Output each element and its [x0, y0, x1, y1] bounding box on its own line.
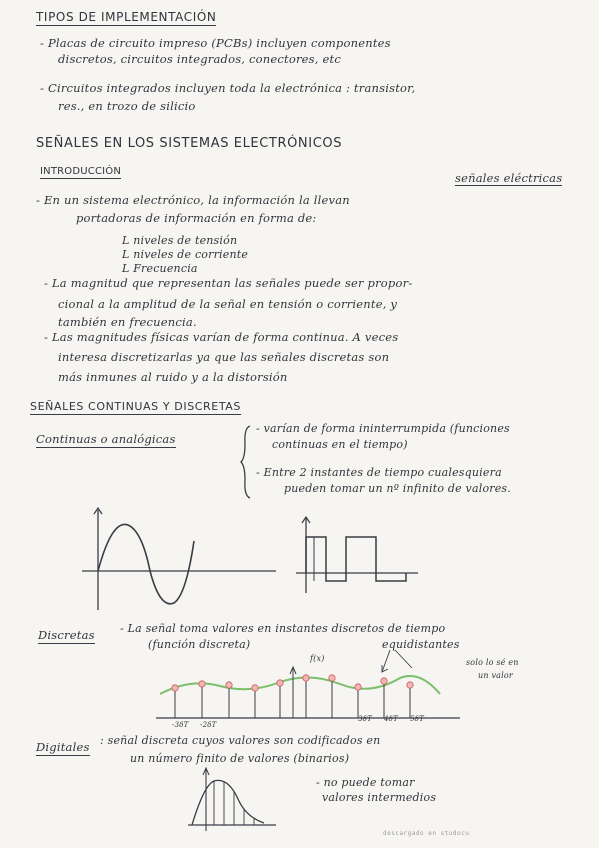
sample-dot: [199, 681, 205, 687]
bullet-magnitud-line3: también en frecuencia.: [58, 315, 197, 329]
side-note-line2: un valor: [478, 671, 513, 680]
continuas-desc2-line2: pueden tomar un nº infinito de valores.: [284, 482, 511, 495]
discretas-desc-line1: - La señal toma valores en instantes discretos de tiempo: [120, 622, 446, 635]
digitales-desc-line2: un número finito de valores (binarios): [130, 752, 350, 765]
axis-label-3: 3δT: [358, 715, 372, 723]
axis-label-m3: -3δT: [172, 721, 189, 729]
label-fx: f(x): [310, 654, 325, 663]
continuas-desc2-line1: - Entre 2 instantes de tiempo cualesquiera: [256, 466, 502, 479]
analog-signal-sketch: [80, 505, 280, 615]
bullet-pcb-line2: discretos, circuitos integrados, conectores, etc: [58, 52, 341, 66]
list-frecuencia: L Frecuencia: [122, 262, 198, 275]
sample-dot: [226, 682, 232, 688]
side-note-line1: solo lo sé en: [466, 658, 519, 667]
sample-dot: [277, 680, 283, 686]
axis-label-5: 5δT: [410, 715, 424, 723]
sample-dot: [381, 678, 387, 684]
sample-dot: [407, 682, 413, 688]
sample-dot: [329, 675, 335, 681]
section-title-continuas-discretas: SEÑALES CONTINUAS Y DISCRETAS: [30, 400, 242, 413]
axis-label-m2: -2δT: [200, 721, 217, 729]
label-equidistantes: equidistantes: [382, 638, 460, 651]
watermark: descargado en studocu: [383, 830, 470, 837]
bullet-ic-line1: - Circuitos integrados incluyen toda la electrónica : transistor,: [40, 81, 416, 95]
square-signal-sketch: [290, 515, 420, 595]
bullet-info-senales-electricas: señales eléctricas: [455, 171, 563, 185]
digitales-note-line2: valores intermedios: [322, 791, 437, 804]
bullet-magnitud-line2: cional a la amplitud de la señal en tensión o corriente, y: [58, 297, 398, 311]
label-digitales: Digitales: [36, 740, 90, 754]
axis-label-4: 4δT: [384, 715, 398, 723]
subtitle-introduccion: INTRODUCCIÓN: [40, 166, 122, 177]
digital-signal-sketch: [180, 765, 280, 835]
bullet-ic-line2: res., en trozo de silicio: [58, 99, 196, 113]
section-title-implementacion: TIPOS DE IMPLEMENTACIÓN: [36, 10, 217, 24]
sample-dot: [355, 684, 361, 690]
digitales-note-line1: - no puede tomar: [316, 776, 415, 789]
bullet-fisicas-line2: interesa discretizarlas ya que las señales discretas son: [58, 350, 390, 364]
discretas-desc-line2: (función discreta): [148, 638, 251, 651]
continuas-desc1-line1: - varían de forma ininterrumpida (funciones: [256, 422, 510, 435]
bullet-pcb-line1: - Placas de circuito impreso (PCBs) incluyen componentes: [40, 36, 391, 50]
brace: [240, 424, 254, 500]
list-corriente: L niveles de corriente: [122, 248, 249, 261]
label-continuas: Continuas o analógicas: [36, 432, 176, 446]
bullet-info-line1a: - En un sistema electrónico, la información la llevan: [36, 193, 350, 207]
bullet-fisicas-line3: más inmunes al ruido y a la distorsión: [58, 370, 288, 384]
continuas-desc1-line2: continuas en el tiempo): [272, 438, 408, 451]
sample-dot: [172, 685, 178, 691]
bullet-magnitud-line1: - La magnitud que representan las señales puede ser propor-: [44, 276, 413, 290]
list-tension: L niveles de tensión: [122, 234, 238, 247]
bullet-info-line2: portadoras de información en forma de:: [76, 211, 317, 225]
sample-dot: [252, 685, 258, 691]
sample-dot: [303, 675, 309, 681]
label-discretas: Discretas: [38, 628, 95, 642]
discrete-signal-sketch: [150, 648, 470, 738]
section-title-senales: SEÑALES EN LOS SISTEMAS ELECTRÓNICOS: [36, 136, 343, 151]
bullet-fisicas-line1: - Las magnitudes físicas varían de forma continua. A veces: [44, 330, 399, 344]
digitales-desc-line1: : señal discreta cuyos valores son codificados en: [100, 734, 381, 747]
